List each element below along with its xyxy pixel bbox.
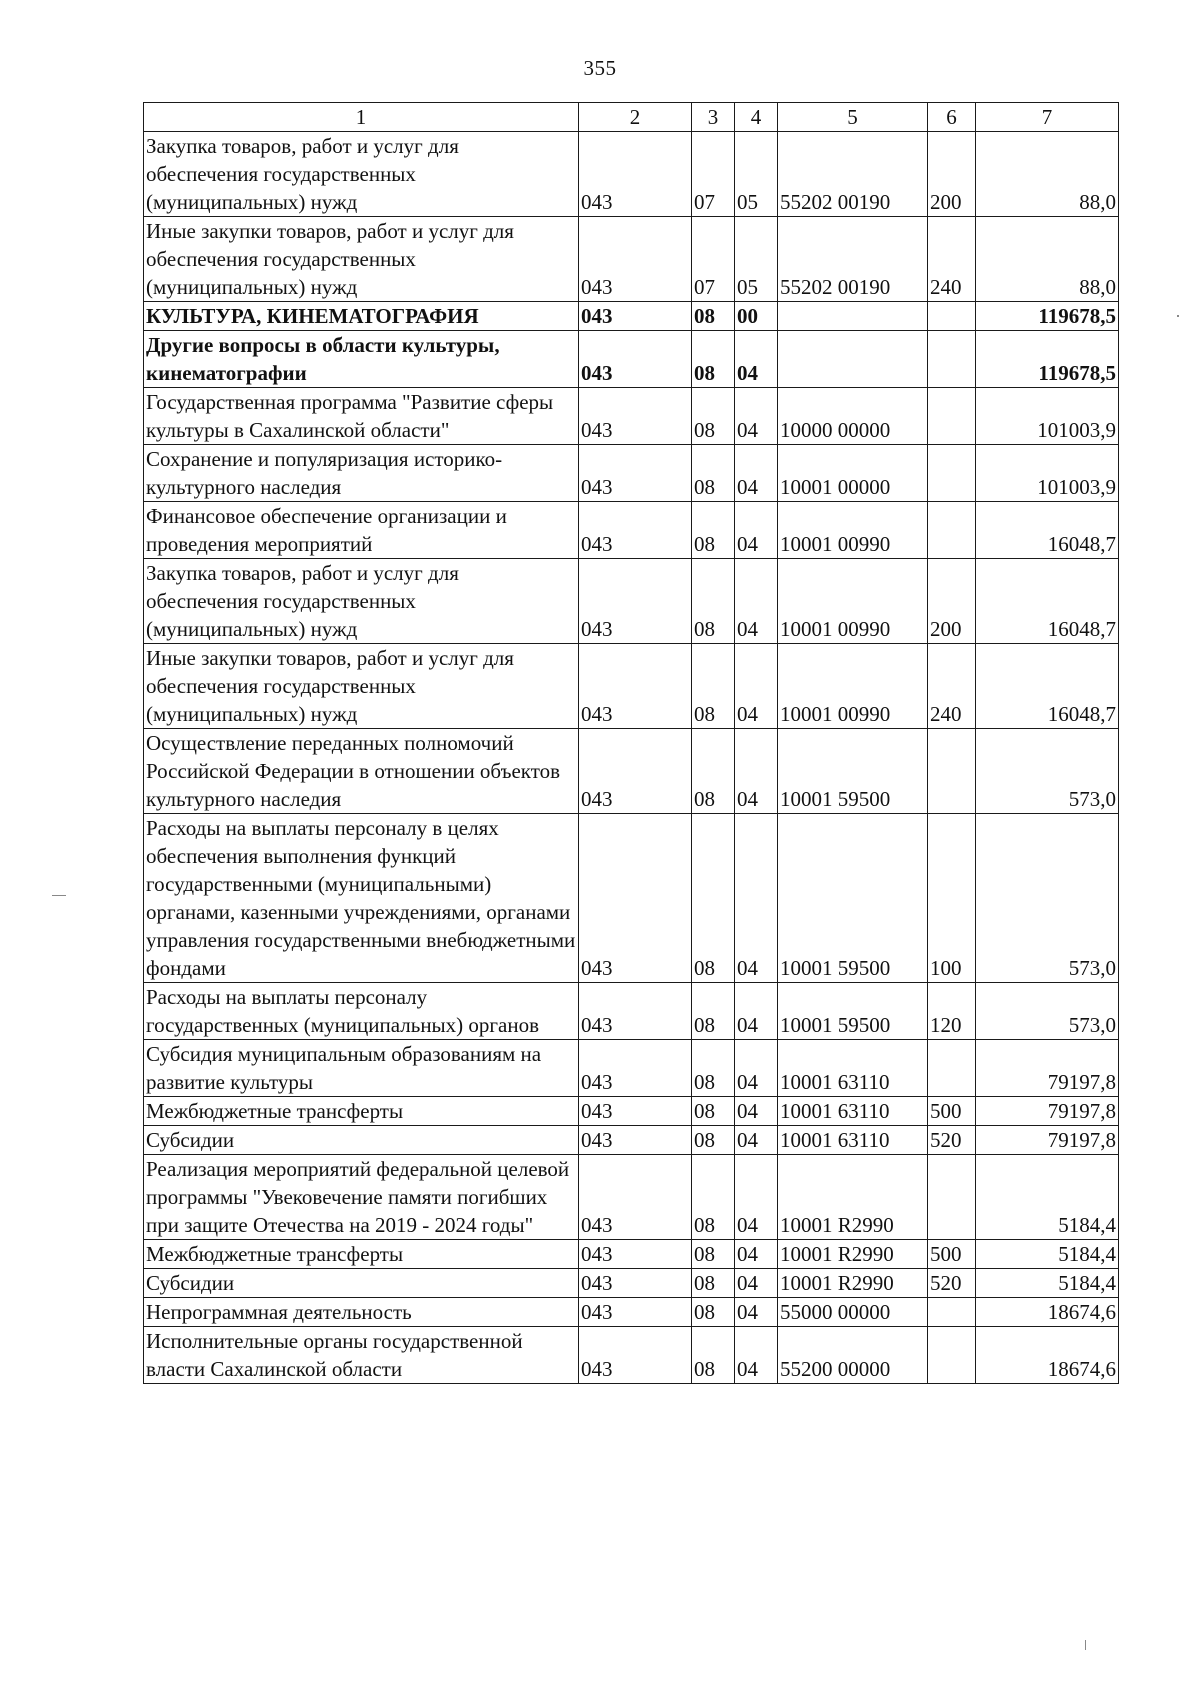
row-expense-type: [928, 445, 976, 502]
row-subsection: 00: [735, 302, 778, 331]
row-subsection: 04: [735, 1269, 778, 1298]
row-amount: 5184,4: [976, 1155, 1119, 1240]
row-target-article: 10001 R2990: [778, 1269, 928, 1298]
table-row: [144, 132, 1119, 217]
scan-speck: [52, 895, 66, 896]
row-subsection: 04: [735, 644, 778, 729]
row-code: 043: [579, 644, 692, 729]
page-number: 355: [583, 56, 617, 80]
row-name: Сохранение и популяризация историко-культурного наследия: [144, 445, 579, 502]
row-code: 043: [579, 217, 692, 302]
row-target-article: 55202 00190: [778, 217, 928, 302]
row-subsection: 04: [735, 445, 778, 502]
scan-speck: [1085, 1640, 1086, 1650]
row-expense-type: 120: [928, 983, 976, 1040]
row-subsection: 04: [735, 1126, 778, 1155]
row-expense-type: 500: [928, 1240, 976, 1269]
table-row: [144, 388, 1119, 445]
table-row: [144, 331, 1119, 388]
row-target-article: 10001 00990: [778, 644, 928, 729]
row-name: Субсидии: [144, 1269, 579, 1298]
row-target-article: 10001 59500: [778, 814, 928, 983]
row-target-article: 10001 R2990: [778, 1240, 928, 1269]
table-row: [144, 814, 1119, 983]
row-code: 043: [579, 1155, 692, 1240]
row-target-article: 10001 63110: [778, 1097, 928, 1126]
row-expense-type: 200: [928, 132, 976, 217]
row-section: 08: [692, 388, 735, 445]
table-row: [144, 1040, 1119, 1097]
row-subsection: 04: [735, 1327, 778, 1384]
row-code: 043: [579, 814, 692, 983]
budget-table: [143, 102, 1119, 1384]
table-row: [144, 983, 1119, 1040]
row-expense-type: [928, 1040, 976, 1097]
row-code: 043: [579, 302, 692, 331]
row-code: 043: [579, 559, 692, 644]
row-subsection: 04: [735, 1240, 778, 1269]
row-target-article: 55202 00190: [778, 132, 928, 217]
row-amount: 573,0: [976, 983, 1119, 1040]
row-amount: 119678,5: [976, 331, 1119, 388]
row-amount: 573,0: [976, 814, 1119, 983]
scan-speck: [1177, 315, 1179, 317]
table-row: [144, 1126, 1119, 1155]
row-expense-type: [928, 302, 976, 331]
table-row: [144, 1097, 1119, 1126]
table-row: [144, 502, 1119, 559]
row-subsection: 04: [735, 729, 778, 814]
row-amount: 88,0: [976, 132, 1119, 217]
row-subsection: 04: [735, 502, 778, 559]
column-header-6: 6: [928, 103, 976, 132]
row-code: 043: [579, 1327, 692, 1384]
row-code: 043: [579, 1097, 692, 1126]
row-name: Субсидии: [144, 1126, 579, 1155]
row-expense-type: [928, 1155, 976, 1240]
row-section: 08: [692, 814, 735, 983]
row-expense-type: 240: [928, 644, 976, 729]
row-section: 08: [692, 1126, 735, 1155]
row-name: Осуществление переданных полномочий Российской Федерации в отношении объектов культурного наследия: [144, 729, 579, 814]
row-section: 08: [692, 1298, 735, 1327]
row-name: Непрограммная деятельность: [144, 1298, 579, 1327]
table-row: [144, 302, 1119, 331]
row-expense-type: [928, 388, 976, 445]
row-name: Исполнительные органы государственной власти Сахалинской области: [144, 1327, 579, 1384]
row-section: 07: [692, 132, 735, 217]
table-row: [144, 217, 1119, 302]
row-expense-type: [928, 502, 976, 559]
row-section: 08: [692, 644, 735, 729]
row-code: 043: [579, 445, 692, 502]
row-section: 08: [692, 729, 735, 814]
row-amount: 101003,9: [976, 388, 1119, 445]
row-target-article: 55000 00000: [778, 1298, 928, 1327]
row-expense-type: [928, 331, 976, 388]
row-code: 043: [579, 1240, 692, 1269]
row-expense-type: 500: [928, 1097, 976, 1126]
row-code: 043: [579, 388, 692, 445]
table-body: [144, 132, 1119, 1384]
row-subsection: 04: [735, 814, 778, 983]
row-code: 043: [579, 132, 692, 217]
row-amount: 16048,7: [976, 644, 1119, 729]
row-target-article: 10001 00990: [778, 502, 928, 559]
row-subsection: 04: [735, 1298, 778, 1327]
row-section: 08: [692, 559, 735, 644]
row-target-article: 10001 59500: [778, 729, 928, 814]
row-subsection: 04: [735, 1097, 778, 1126]
row-section: 08: [692, 1040, 735, 1097]
row-target-article: 10001 63110: [778, 1040, 928, 1097]
row-name: Иные закупки товаров, работ и услуг для обеспечения государственных (муниципальных) нужд: [144, 217, 579, 302]
row-expense-type: [928, 1298, 976, 1327]
row-amount: 16048,7: [976, 502, 1119, 559]
row-target-article: 10000 00000: [778, 388, 928, 445]
row-expense-type: 240: [928, 217, 976, 302]
column-header-7: 7: [976, 103, 1119, 132]
row-expense-type: 200: [928, 559, 976, 644]
row-name: Межбюджетные трансферты: [144, 1240, 579, 1269]
row-amount: 119678,5: [976, 302, 1119, 331]
row-amount: 18674,6: [976, 1327, 1119, 1384]
row-name: Финансовое обеспечение организации и проведения мероприятий: [144, 502, 579, 559]
row-name: Межбюджетные трансферты: [144, 1097, 579, 1126]
row-code: 043: [579, 1040, 692, 1097]
row-section: 08: [692, 502, 735, 559]
row-name: Расходы на выплаты персоналу в целях обеспечения выполнения функций государственными (муниципальными) органами, казенными учреждениями, органами управления государственными внебюджетными фондами: [144, 814, 579, 983]
row-subsection: 05: [735, 132, 778, 217]
row-code: 043: [579, 502, 692, 559]
row-subsection: 04: [735, 1040, 778, 1097]
row-amount: 5184,4: [976, 1269, 1119, 1298]
row-subsection: 05: [735, 217, 778, 302]
row-subsection: 04: [735, 1155, 778, 1240]
row-section: 08: [692, 1327, 735, 1384]
table-row: [144, 1155, 1119, 1240]
row-amount: 16048,7: [976, 559, 1119, 644]
row-name: Иные закупки товаров, работ и услуг для обеспечения государственных (муниципальных) нужд: [144, 644, 579, 729]
row-section: 08: [692, 1240, 735, 1269]
row-amount: 573,0: [976, 729, 1119, 814]
table-row: [144, 445, 1119, 502]
row-target-article: 55200 00000: [778, 1327, 928, 1384]
row-amount: 79197,8: [976, 1040, 1119, 1097]
row-code: 043: [579, 983, 692, 1040]
table-row: [144, 559, 1119, 644]
row-name: Расходы на выплаты персоналу государственных (муниципальных) органов: [144, 983, 579, 1040]
row-target-article: 10001 63110: [778, 1126, 928, 1155]
row-name: Государственная программа "Развитие сферы культуры в Сахалинской области": [144, 388, 579, 445]
row-target-article: [778, 302, 928, 331]
row-section: 08: [692, 1269, 735, 1298]
row-target-article: 10001 R2990: [778, 1155, 928, 1240]
row-subsection: 04: [735, 559, 778, 644]
column-header-5: 5: [778, 103, 928, 132]
row-amount: 5184,4: [976, 1240, 1119, 1269]
column-header-4: 4: [735, 103, 778, 132]
row-expense-type: 520: [928, 1126, 976, 1155]
row-section: 08: [692, 983, 735, 1040]
column-header-2: 2: [579, 103, 692, 132]
row-target-article: 10001 00000: [778, 445, 928, 502]
row-expense-type: [928, 1327, 976, 1384]
row-section: 08: [692, 302, 735, 331]
row-amount: 101003,9: [976, 445, 1119, 502]
column-header-1: 1: [144, 103, 579, 132]
row-subsection: 04: [735, 331, 778, 388]
row-code: 043: [579, 729, 692, 814]
row-name: КУЛЬТУРА, КИНЕМАТОГРАФИЯ: [144, 302, 579, 331]
row-name: Реализация мероприятий федеральной целевой программы "Увековечение памяти погибших при защите Отечества на 2019 - 2024 годы": [144, 1155, 579, 1240]
header-row: [144, 103, 1119, 132]
row-code: 043: [579, 1269, 692, 1298]
table-row: [144, 644, 1119, 729]
row-section: 08: [692, 445, 735, 502]
row-target-article: 10001 59500: [778, 983, 928, 1040]
row-subsection: 04: [735, 983, 778, 1040]
row-expense-type: 520: [928, 1269, 976, 1298]
row-section: 08: [692, 331, 735, 388]
column-header-3: 3: [692, 103, 735, 132]
row-amount: 79197,8: [976, 1126, 1119, 1155]
row-name: Другие вопросы в области культуры, кинематографии: [144, 331, 579, 388]
row-name: Субсидия муниципальным образованиям на развитие культуры: [144, 1040, 579, 1097]
row-expense-type: 100: [928, 814, 976, 983]
table-row: [144, 1240, 1119, 1269]
row-section: 07: [692, 217, 735, 302]
row-code: 043: [579, 1298, 692, 1327]
row-code: 043: [579, 1126, 692, 1155]
table-row: [144, 729, 1119, 814]
table-row: [144, 1298, 1119, 1327]
table-row: [144, 1327, 1119, 1384]
row-section: 08: [692, 1155, 735, 1240]
row-amount: 18674,6: [976, 1298, 1119, 1327]
row-amount: 79197,8: [976, 1097, 1119, 1126]
row-expense-type: [928, 729, 976, 814]
row-code: 043: [579, 331, 692, 388]
row-name: Закупка товаров, работ и услуг для обеспечения государственных (муниципальных) нужд: [144, 559, 579, 644]
row-section: 08: [692, 1097, 735, 1126]
row-subsection: 04: [735, 388, 778, 445]
row-target-article: 10001 00990: [778, 559, 928, 644]
table-row: [144, 1269, 1119, 1298]
row-target-article: [778, 331, 928, 388]
row-amount: 88,0: [976, 217, 1119, 302]
row-name: Закупка товаров, работ и услуг для обеспечения государственных (муниципальных) нужд: [144, 132, 579, 217]
